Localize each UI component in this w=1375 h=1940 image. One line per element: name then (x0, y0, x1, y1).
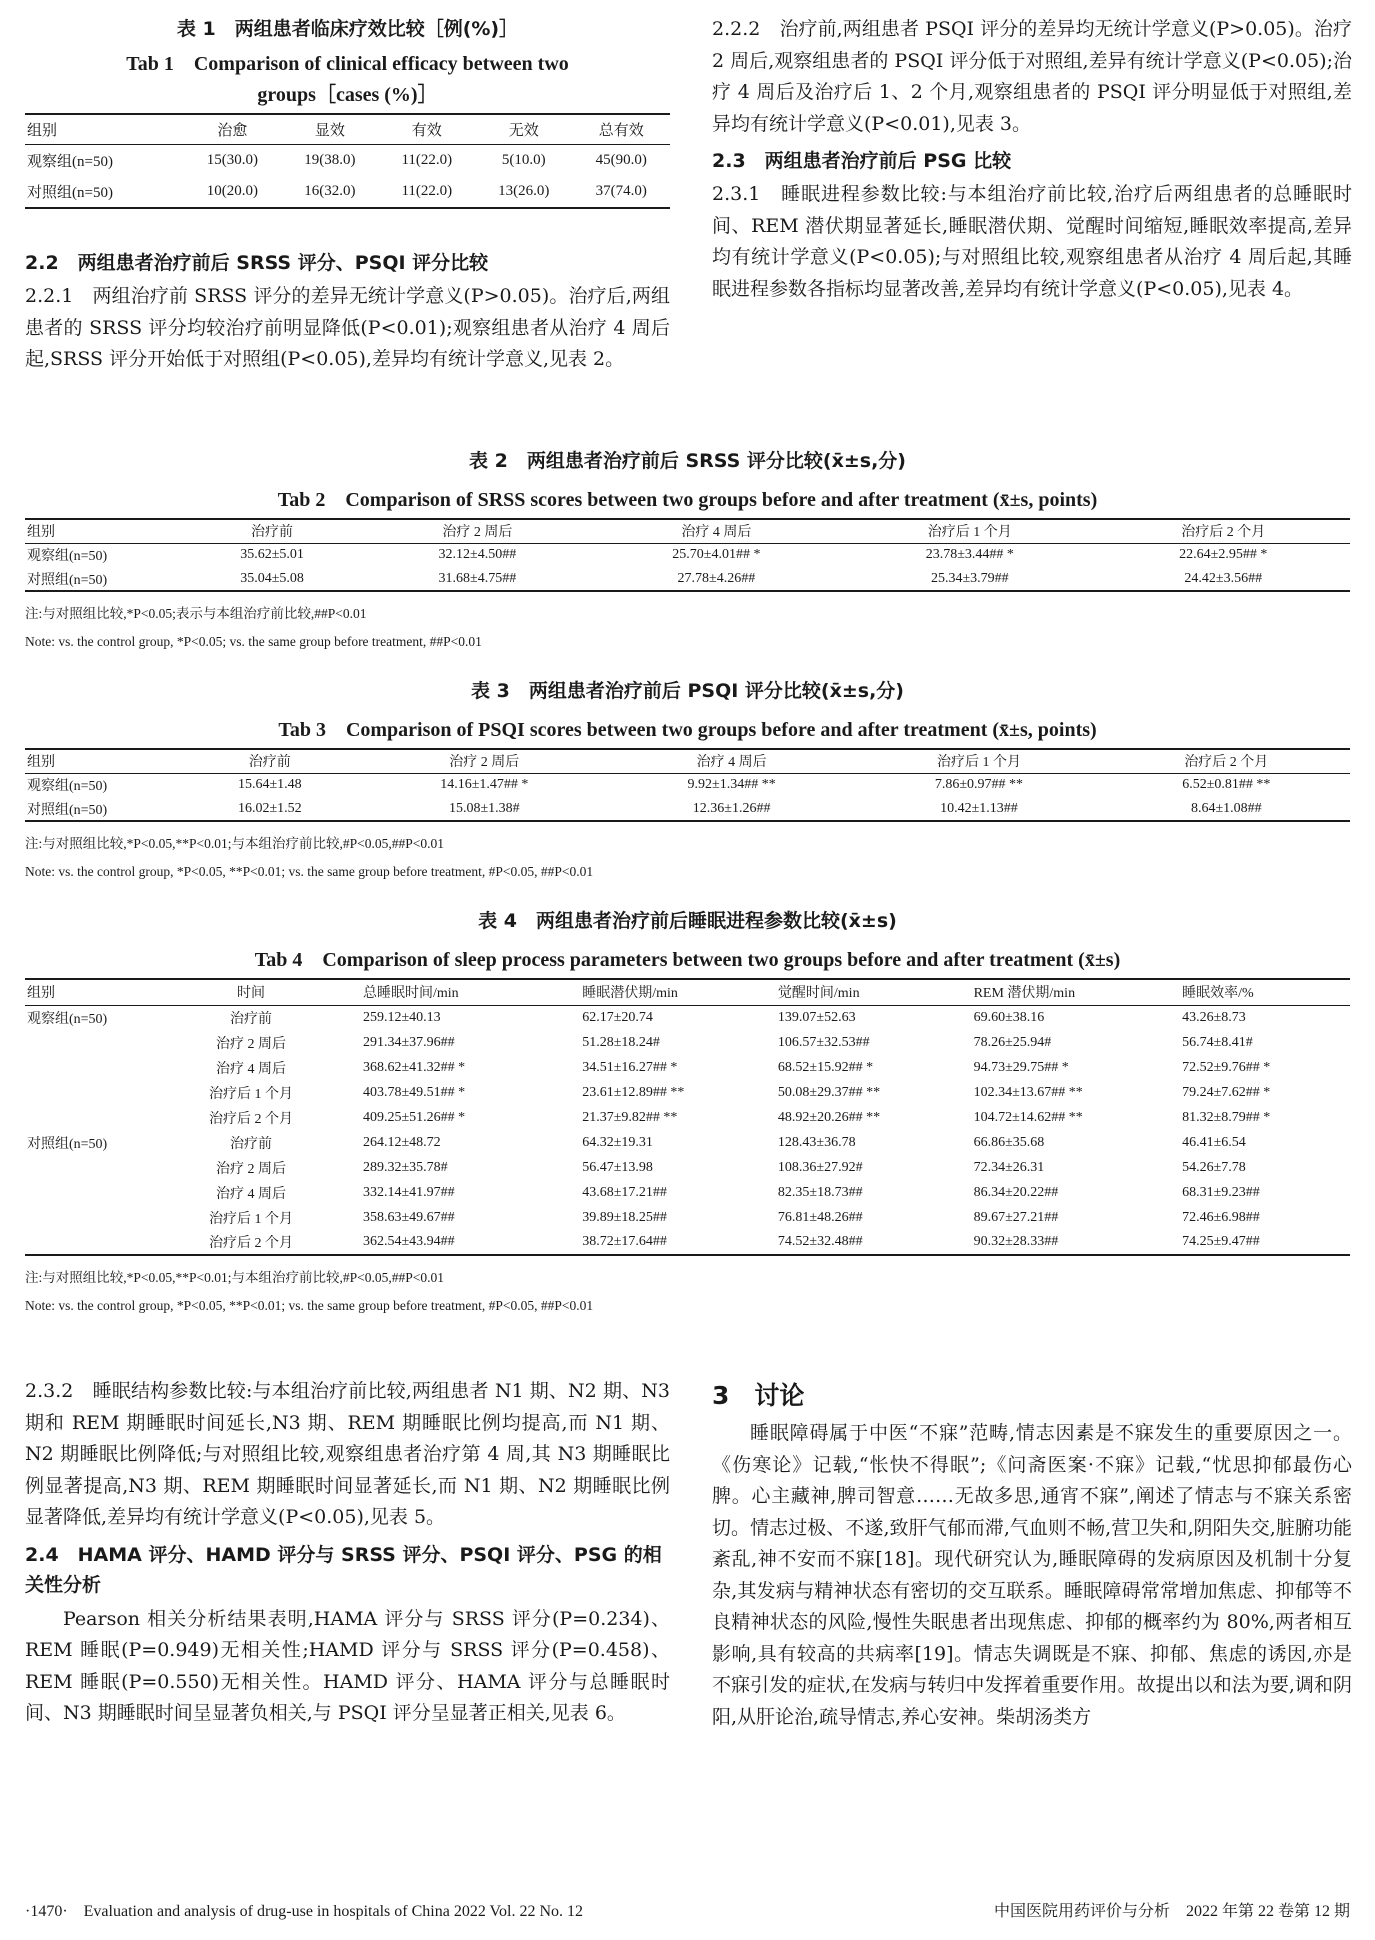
table-cell: 27.78±4.26## (590, 567, 843, 591)
paragraph: Pearson 相关分析结果表明,HAMA 评分与 SRSS 评分(P=0.234)、REM 睡眠(P=0.949)无相关性;HAMD 评分与 SRSS 评分(P=0.458)、REM 睡眠(P=0.550)无相关性。HAMD 评分、HAMA 评分与总睡眠时间、N3 期睡眠时间呈显著负相关,与 PSQI 评分呈显著正相关,见表 6。 (25, 1607, 670, 1724)
table-header: 总睡眠时间/min (333, 979, 580, 1005)
table-cell: 32.12±4.50## (438, 547, 517, 563)
table-cell (25, 1105, 169, 1130)
table-cell: 5(10.0) (501, 151, 546, 168)
table-cell: 409.25±51.26## * (363, 1109, 466, 1125)
table-header: 治疗后 2 个月 (1103, 749, 1350, 773)
table-cell: 94.73±29.75## * (973, 1059, 1069, 1075)
table-cell: 35.62±5.01 (240, 547, 304, 563)
table-row (25, 1005, 1350, 1030)
table-cell: 56.74±8.41# (1182, 1034, 1253, 1050)
table-cell: 72.46±6.98## (1182, 1209, 1260, 1225)
section-heading: 2.4 HAMA 评分、HAMD 评分与 SRSS 评分、PSQI 评分、PSG 的相关性分析 (25, 1543, 662, 1596)
paragraph: 2.3.1 睡眠进程参数比较:与本组治疗前比较,治疗后两组患者的总睡眠时间、REM 潜伏期显著延长,睡眠潜伏期、觉醒时间缩短,睡眠效率提高,差异均有统计学意义(P<0.05);与对照组比较,观察组患者从治疗 4 周后起,其睡眠进程参数各指标均显著改善,差异均有统计学意义(P<0.05),见表 4。 (712, 183, 1352, 300)
table-4-block (25, 906, 1350, 1314)
table-cell (25, 1080, 169, 1105)
table-header: 觉醒时间/min (776, 979, 972, 1005)
table-cell: 56.47±13.98 (582, 1159, 653, 1175)
table-1-title-en: Tab 1 Comparison of clinical efficacy between two (126, 53, 569, 75)
table-cell: 74.52±32.48## (776, 1230, 972, 1255)
table-cell: 治疗 4 周后 (216, 1186, 286, 1202)
table-cell: 259.12±40.13 (363, 1009, 441, 1025)
table-cell: 35.04±5.08 (179, 567, 365, 591)
table-cell: 23.61±12.89## ** (582, 1084, 685, 1100)
table-cell: 10.42±1.13## (855, 797, 1102, 821)
table-2-title-en: Tab 2 Comparison of SRSS scores between two groups before and after treatment (x̄±s, points) (277, 489, 1098, 511)
table-header: 治疗 4 周后 (590, 519, 843, 543)
table-cell: 76.81±48.26## (777, 1209, 863, 1225)
table-cell: 16.02±1.52 (179, 797, 361, 821)
table-cell: 72.52±9.76## * (1182, 1059, 1271, 1075)
table-cell (25, 1180, 169, 1205)
table-row (25, 1030, 1350, 1055)
table-header: 显效 (281, 114, 378, 144)
table-cell: 观察组(n=50) (27, 549, 108, 565)
table-header: 组别 (25, 519, 179, 543)
table-row (25, 797, 1350, 821)
table-cell: 9.92±1.34## ** (687, 777, 776, 793)
table-row (25, 567, 1350, 591)
table-note: 注:与对照组比较,*P<0.05,**P<0.01;与本组治疗前比较,#P<0.05,##P<0.01 (25, 1270, 444, 1285)
table-header: 总有效 (573, 114, 671, 144)
table-cell: 89.67±27.21## (973, 1209, 1059, 1225)
table-header: 睡眠效率/% (1180, 979, 1350, 1005)
table-row (25, 1080, 1350, 1105)
table-4 (25, 978, 1350, 1256)
table-cell: 68.31±9.23## (1182, 1184, 1260, 1200)
table-cell: 15.64±1.48 (237, 777, 302, 793)
table-header: 时间 (169, 979, 333, 1005)
table-cell: 25.34±3.79## (843, 567, 1096, 591)
table-cell: 51.28±18.24# (582, 1034, 660, 1050)
table-row (25, 1130, 1350, 1155)
table-row (25, 773, 1350, 797)
table-3-title-cn: 表 3 两组患者治疗前后 PSQI 评分比较(x̄±s,分) (471, 680, 904, 702)
table-cell: 54.26±7.78 (1182, 1159, 1246, 1175)
table-header: 治疗 2 周后 (361, 749, 608, 773)
table-cell: 对照组(n=50) (27, 1136, 108, 1152)
table-cell: 403.78±49.51## * (363, 1084, 466, 1100)
table-cell: 19(38.0) (304, 151, 356, 168)
table-row (25, 1205, 1350, 1230)
table-cell: 治疗 4 周后 (216, 1061, 286, 1077)
table-cell: 66.86±35.68 (973, 1134, 1045, 1150)
section-3 (712, 1376, 1352, 1733)
table-cell: 治疗后 2 个月 (209, 1111, 293, 1127)
table-cell: 10(20.0) (184, 176, 281, 208)
table-cell: 16(32.0) (281, 176, 378, 208)
table-cell: 82.35±18.73## (777, 1184, 863, 1200)
table-cell: 治疗前 (230, 1011, 272, 1027)
table-cell (25, 1055, 169, 1080)
table-header: 组别 (25, 979, 169, 1005)
table-header: 治疗后 1 个月 (855, 749, 1102, 773)
footer-right: 中国医院用药评价与分析 2022 年第 22 卷第 12 期 (993, 1903, 1350, 1920)
table-4-title-en: Tab 4 Comparison of sleep process parameters between two groups before and after treatment (x̄±s) (254, 949, 1121, 971)
table-header: REM 潜伏期/min (972, 979, 1181, 1005)
table-cell: 289.32±35.78# (363, 1159, 448, 1175)
table-cell: 15.08±1.38# (361, 797, 608, 821)
table-2-title-cn: 表 2 两组患者治疗前后 SRSS 评分比较(x̄±s,分) (469, 450, 906, 472)
section-heading: 3 讨论 (712, 1381, 805, 1410)
table-cell: 72.34±26.31 (973, 1159, 1045, 1175)
table-cell: 43.68±17.21## (582, 1184, 667, 1200)
table-cell: 102.34±13.67## ** (973, 1084, 1083, 1100)
table-2 (25, 518, 1350, 592)
table-cell: 8.64±1.08## (1103, 797, 1350, 821)
table-cell: 23.78±3.44## * (925, 547, 1014, 563)
paragraph: 2.2.2 治疗前,两组患者 PSQI 评分的差异均无统计学意义(P>0.05)。治疗 2 周后,观察组患者的 PSQI 评分低于对照组,差异有统计学意义(P<0.05);治疗 4 周后及治疗后 1、2 个月,观察组患者的 PSQI 评分明显低于对照组,差异均有统计学意义(P<0.01),见表 3。 (712, 18, 1352, 135)
table-4-title-cn: 表 4 两组患者治疗前后睡眠进程参数比较(x̄±s) (478, 910, 897, 932)
table-cell: 对照组(n=50) (25, 567, 179, 591)
section-2-2 (25, 248, 670, 376)
table-cell: 43.26±8.73 (1182, 1009, 1246, 1025)
table-cell: 90.32±28.33## (972, 1230, 1181, 1255)
table-row (25, 1180, 1350, 1205)
table-cell: 观察组(n=50) (27, 779, 108, 795)
table-cell: 78.26±25.94# (973, 1034, 1052, 1050)
table-2-block (25, 446, 1350, 650)
table-cell: 34.51±16.27## * (582, 1059, 678, 1075)
table-1-block (25, 14, 670, 209)
table-1-title-en-2: groups［cases (%)］ (257, 84, 438, 106)
table-cell: 13(26.0) (475, 176, 572, 208)
table-3 (25, 748, 1350, 822)
table-cell: 6.52±0.81## ** (1182, 777, 1271, 793)
section-heading: 2.3 两组患者治疗前后 PSG 比较 (712, 150, 1012, 172)
table-cell: 39.89±18.25## (582, 1209, 667, 1225)
table-1-title-cn: 表 1 两组患者临床疗效比较［例(%)］ (176, 18, 519, 40)
table-header: 无效 (475, 114, 572, 144)
table-cell: 12.36±1.26## (608, 797, 855, 821)
table-header: 组别 (25, 114, 184, 144)
table-cell: 15(30.0) (206, 151, 259, 168)
table-cell: 106.57±32.53## (777, 1034, 870, 1050)
table-cell: 264.12±48.72 (363, 1134, 441, 1150)
paragraph: 睡眠障碍属于中医“不寐”范畴,情志因素是不寐发生的重要原因之一。《伤寒论》记载,“怅快不得眠”;《问斋医案·不寐》记载,“忧思抑郁最伤心脾。心主藏神,脾司智意……无故多思,通宵不寐”,阐述了情志与不寐关系密切。情志过极、不遂,致肝气郁而滞,气血则不畅,营卫失和,阴阳失交,脏腑功能紊乱,神不安而不寐[18]。现代研究认为,睡眠障碍的发病原因及机制十分复杂,其发病与精神状态有密切的交互联系。睡眠障碍常常增加焦虑、抑郁等不良精神状态的风险,慢性失眠患者出现焦虑、抑郁的概率约为 80%,两者相互影响,具有较高的共病率[19]。情志失调既是不寐、抑郁、焦虑的诱因,亦是不寐引发的症状,在发病与转归中发挥着重要作用。故提出以和法为要,调和阴阳,从肝论治,疏导情志,养心安神。柴胡汤类方 (712, 1422, 1352, 1728)
table-cell: 46.41±6.54 (1182, 1134, 1246, 1150)
table-cell (25, 1205, 169, 1230)
table-row (25, 176, 670, 208)
table-header: 睡眠潜伏期/min (580, 979, 776, 1005)
table-note: 注:与对照组比较,*P<0.05,**P<0.01;与本组治疗前比较,#P<0.05,##P<0.01 (25, 836, 444, 851)
table-row (25, 144, 670, 176)
table-cell: 31.68±4.75## (365, 567, 590, 591)
table-cell: 45(90.0) (595, 151, 647, 168)
table-cell: 7.86±0.97## ** (934, 777, 1024, 793)
table-cell: 48.92±20.26## ** (777, 1109, 881, 1125)
table-cell: 25.70±4.01## * (672, 547, 761, 563)
table-cell: 对照组(n=50) (25, 176, 184, 208)
paragraph: 2.3.2 睡眠结构参数比较:与本组治疗前比较,两组患者 N1 期、N2 期、N3 期和 REM 期睡眠时间延长,N3 期、REM 期睡眠比例均提高,而 N1 期、N2 期睡眠比例降低;与对照组比较,观察组患者治疗第 4 周,其 N3 期睡眠比例显著提高,N3 期、REM 期睡眠时间显著延长,而 N1 期、N2 期睡眠比例显著降低,差异均有统计学意义(P<0.05),见表 5。 (25, 1380, 670, 1528)
section-2-3-2 (25, 1376, 670, 1730)
table-cell: 37(74.0) (573, 176, 671, 208)
table-header: 治疗 4 周后 (608, 749, 855, 773)
table-row (25, 1155, 1350, 1180)
table-cell: 50.08±29.37## ** (777, 1084, 881, 1100)
table-cell: 治疗后 1 个月 (209, 1211, 293, 1227)
table-cell (25, 1230, 169, 1255)
table-cell: 108.36±27.92# (777, 1159, 863, 1175)
table-header: 治疗 2 周后 (365, 519, 590, 543)
table-cell: 对照组(n=50) (25, 797, 179, 821)
table-cell: 332.14±41.97## (363, 1184, 455, 1200)
table-cell: 291.34±37.96## (363, 1034, 455, 1050)
paragraph: 2.2.1 两组治疗前 SRSS 评分的差异无统计学意义(P>0.05)。治疗后,两组患者的 SRSS 评分均较治疗前明显降低(P<0.01);观察组患者从治疗 4 周后起,SRSS 评分开始低于对照组(P<0.05),差异均有统计学意义,见表 2。 (25, 285, 670, 370)
table-cell: 69.60±38.16 (973, 1009, 1045, 1025)
table-cell: 62.17±20.74 (582, 1009, 653, 1025)
table-cell: 治疗前 (230, 1136, 272, 1152)
table-cell: 74.25±9.47## (1180, 1230, 1350, 1255)
table-header: 治疗前 (179, 749, 361, 773)
table-cell: 128.43±36.78 (777, 1134, 856, 1150)
table-header: 治愈 (184, 114, 281, 144)
table-note-en: Note: vs. the control group, *P<0.05, **P<0.01; vs. the same group before treatment, #P<0.05, ##P<0.01 (25, 864, 594, 879)
section-heading: 2.2 两组患者治疗前后 SRSS 评分、PSQI 评分比较 (25, 252, 489, 274)
table-row (25, 543, 1350, 567)
table-cell: 治疗 2 周后 (216, 1036, 286, 1052)
table-row (25, 1230, 1350, 1255)
table-cell: 治疗后 2 个月 (169, 1230, 333, 1255)
table-cell: 68.52±15.92## * (777, 1059, 874, 1075)
table-header: 组别 (25, 749, 179, 773)
table-cell: 观察组(n=50) (27, 153, 113, 170)
table-header: 治疗前 (179, 519, 365, 543)
table-3-title-en: Tab 3 Comparison of PSQI scores between two groups before and after treatment (x̄±s, points) (278, 719, 1097, 741)
table-cell: 358.63±49.67## (363, 1209, 455, 1225)
table-note-en: Note: vs. the control group, *P<0.05, **P<0.01; vs. the same group before treatment, #P<0.05, ##P<0.01 (25, 1298, 594, 1313)
table-cell (25, 1155, 169, 1180)
table-cell: 368.62±41.32## * (363, 1059, 466, 1075)
table-cell: 治疗后 1 个月 (209, 1086, 293, 1102)
table-cell (25, 1030, 169, 1055)
table-cell: 79.24±7.62## * (1182, 1084, 1271, 1100)
table-cell: 86.34±20.22## (973, 1184, 1059, 1200)
table-3-block (25, 676, 1350, 880)
section-2-2-2 (712, 14, 1352, 305)
table-cell: 治疗 2 周后 (216, 1161, 286, 1177)
table-note: 注:与对照组比较,*P<0.05;表示与本组治疗前比较,##P<0.01 (25, 606, 367, 621)
table-cell: 64.32±19.31 (582, 1134, 653, 1150)
table-header: 治疗后 2 个月 (1097, 519, 1350, 543)
table-row (25, 1055, 1350, 1080)
table-1 (25, 113, 670, 209)
table-cell: 22.64±2.95## * (1179, 547, 1268, 563)
table-cell: 11(22.0) (379, 176, 475, 208)
table-row (25, 1105, 1350, 1130)
footer-left: ·1470· Evaluation and analysis of drug-use in hospitals of China 2022 Vol. 22 No. 12 (25, 1903, 584, 1920)
table-cell: 38.72±17.64## (580, 1230, 776, 1255)
table-cell: 81.32±8.79## * (1182, 1109, 1271, 1125)
table-note-en: Note: vs. the control group, *P<0.05; vs. the same group before treatment, ##P<0.01 (25, 634, 482, 649)
table-cell: 24.42±3.56## (1097, 567, 1350, 591)
table-cell: 14.16±1.47## * (440, 777, 529, 793)
table-cell: 21.37±9.82## ** (582, 1109, 678, 1125)
table-cell: 观察组(n=50) (27, 1011, 108, 1027)
table-header: 有效 (379, 114, 475, 144)
table-cell: 104.72±14.62## ** (973, 1109, 1083, 1125)
table-cell: 139.07±52.63 (777, 1009, 856, 1025)
table-cell: 11(22.0) (401, 151, 453, 168)
table-header: 治疗后 1 个月 (843, 519, 1096, 543)
table-cell: 362.54±43.94## (333, 1230, 580, 1255)
